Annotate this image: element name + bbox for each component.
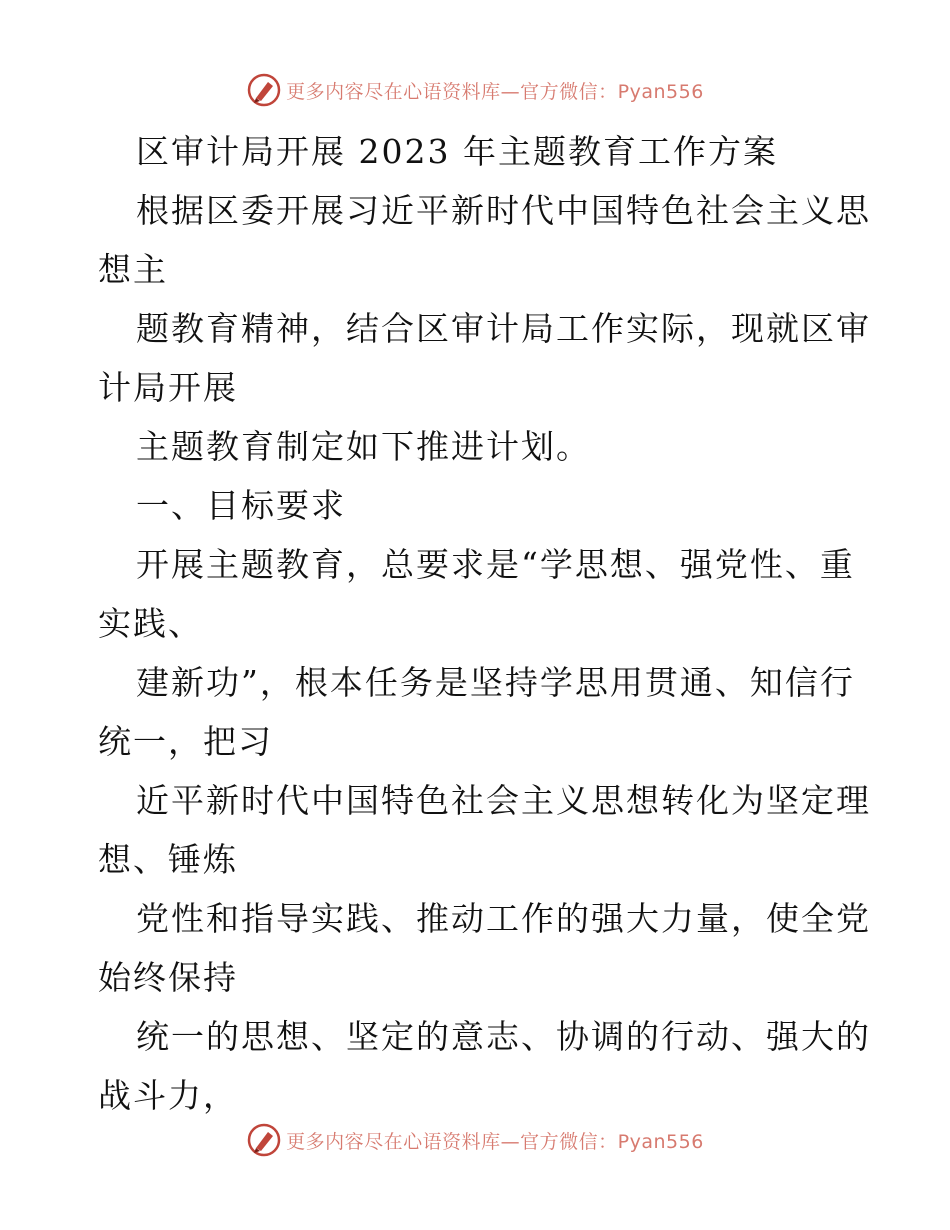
header-watermark-banner [0, 70, 950, 110]
pen-logo-icon [246, 1122, 282, 1158]
paragraph-line: 党性和指导实践、推动工作的强大力量，使全党 [136, 899, 871, 938]
paragraph-line: 统一，把习 [98, 722, 273, 761]
paragraph-line: 一、目标要求 [136, 486, 346, 525]
footer-watermark-banner [0, 1120, 950, 1160]
paragraph-line: 近平新时代中国特色社会主义思想转化为坚定理 [136, 781, 871, 820]
paragraph-line: 根据区委开展习近平新时代中国特色社会主义思 [136, 191, 871, 230]
pen-logo-icon [246, 72, 282, 108]
paragraph-line: 题教育精神，结合区审计局工作实际，现就区审 [136, 309, 871, 348]
paragraph-line: 统一的思想、坚定的意志、协调的行动、强大的 [136, 1017, 871, 1056]
header-watermark-text: 更多内容尽在心语资料库—官方微信：Pyan556 [286, 80, 704, 103]
paragraph-line: 计局开展 [98, 368, 238, 407]
paragraph-line: 想、锤炼 [98, 840, 238, 879]
paragraph-line: 主题教育制定如下推进计划。 [136, 427, 591, 466]
paragraph-line: 想主 [98, 250, 168, 289]
paragraph-line: 开展主题教育，总要求是“学思想、强党性、重 [136, 545, 855, 584]
document-title: 区审计局开展 2023 年主题教育工作方案 [136, 132, 778, 171]
footer-watermark-text: 更多内容尽在心语资料库—官方微信：Pyan556 [286, 1130, 704, 1153]
document-body [98, 122, 871, 1125]
paragraph-line: 战斗力， [98, 1076, 238, 1115]
paragraph-line: 建新功”，根本任务是坚持学思用贯通、知信行 [136, 663, 855, 702]
paragraph-line: 始终保持 [98, 958, 238, 997]
paragraph-line: 实践、 [98, 604, 203, 643]
